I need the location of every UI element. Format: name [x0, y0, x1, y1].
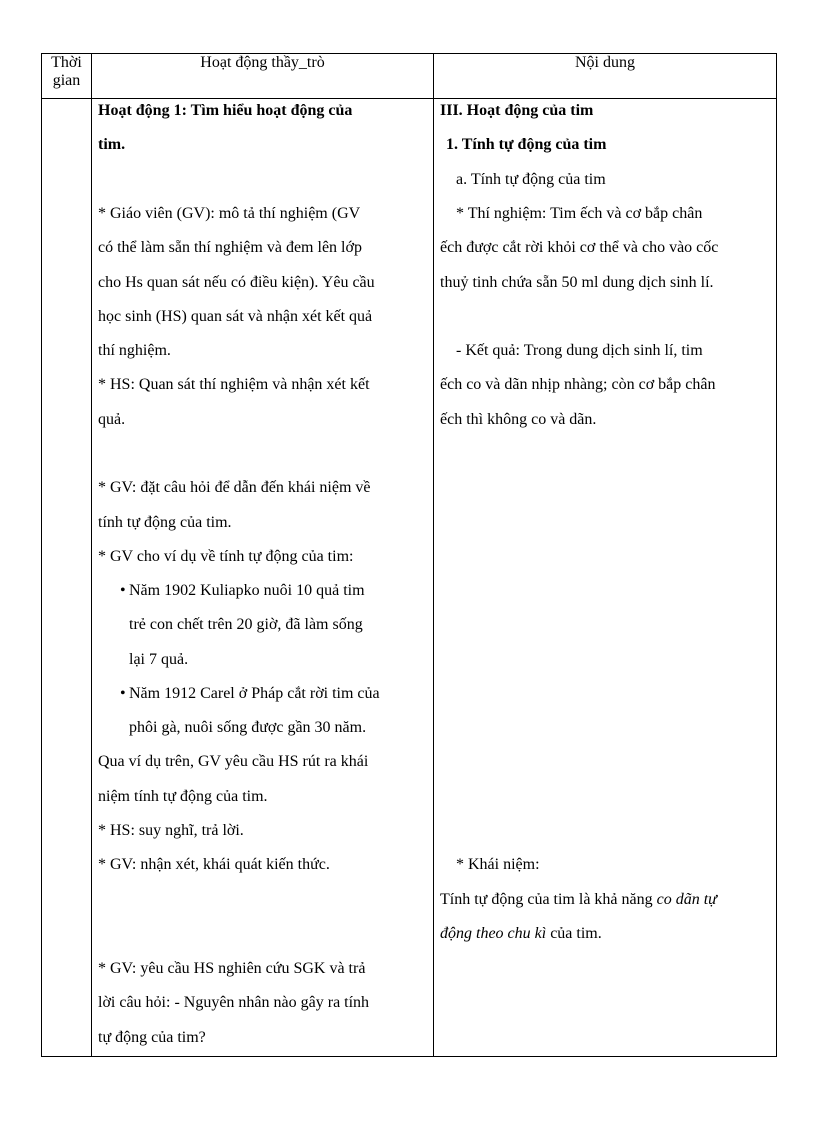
- activity-p2-line1: * HS: Quan sát thí nghiệm và nhận xét kết: [98, 376, 370, 393]
- bullet-2-line1: Năm 1912 Carel ở Pháp cắt rời tim của: [129, 685, 380, 702]
- concept-italic-2: động theo chu kì: [440, 925, 547, 942]
- activity-p5-line2: niệm tính tự động của tim.: [98, 788, 268, 805]
- activity-p4: * GV cho ví dụ về tính tự động của tim:: [98, 548, 354, 565]
- activity-p5-line1: Qua ví dụ trên, GV yêu cầu HS rút ra khái: [98, 753, 369, 770]
- concept-text-2: của tim.: [546, 925, 602, 942]
- concept-text-1: Tính tự động của tim là khả năng: [440, 891, 657, 908]
- bullet-1-marker: •: [120, 582, 126, 599]
- header-activity: Hoạt động thầy_trò: [92, 54, 434, 99]
- activity-p1-line5: thí nghiệm.: [98, 342, 171, 359]
- activity-p1-line4: học sinh (HS) quan sát và nhận xét kết quả: [98, 308, 373, 325]
- activity-p1-line3: cho Hs quan sát nếu có điều kiện). Yêu cầu: [98, 274, 375, 291]
- activity-title-line2: tim.: [98, 136, 126, 153]
- lesson-plan-table: [41, 53, 777, 1057]
- bullet-2-marker: •: [120, 685, 126, 702]
- activity-p8-line1: * GV: yêu cầu HS nghiên cứu SGK và trả: [98, 960, 366, 977]
- header-content: Nội dung: [434, 54, 777, 99]
- content-exp-line1: * Thí nghiệm: Tim ếch và cơ bắp chân: [456, 205, 703, 222]
- content-result-line3: ếch thì không co và dãn.: [440, 411, 597, 428]
- activity-p1-line2: có thể làm sẵn thí nghiệm và đem lên lớp: [98, 239, 362, 256]
- header-time-line1: Thời: [51, 54, 82, 71]
- header-row: [42, 54, 777, 99]
- bullet-1-line3: lại 7 quả.: [129, 651, 189, 668]
- time-cell: [42, 99, 92, 1057]
- content-exp-line2: ếch được cắt rời khỏi cơ thể và cho vào cốc: [440, 239, 719, 256]
- content-cell: [434, 99, 777, 1057]
- bullet-2-line2: phôi gà, nuôi sống được gần 30 năm.: [129, 719, 367, 736]
- bullet-1-line1: Năm 1902 Kuliapko nuôi 10 quả tim: [129, 582, 365, 599]
- activity-p7: * GV: nhận xét, khái quát kiến thức.: [98, 856, 330, 873]
- concept-italic-1: co dãn tự: [656, 891, 717, 908]
- content-result-line1: - Kết quả: Trong dung dịch sinh lí, tim: [456, 342, 703, 359]
- content-subheading-a: a. Tính tự động của tim: [456, 171, 606, 188]
- content-result-line2: ếch co và dãn nhịp nhàng; còn cơ bắp chân: [440, 376, 716, 393]
- content-concept-label: * Khái niệm:: [456, 856, 540, 873]
- content-subsection-title: 1. Tính tự động của tim: [446, 136, 607, 153]
- activity-p3-line1: * GV: đặt câu hỏi để dẫn đến khái niệm về: [98, 479, 371, 496]
- activity-title-line1: Hoạt động 1: Tìm hiểu hoạt động của: [98, 102, 353, 119]
- activity-p8-line2: lời câu hỏi: - Nguyên nhân nào gây ra tính: [98, 994, 370, 1011]
- activity-p2-line2: quả.: [98, 411, 126, 428]
- content-concept-line1: [440, 890, 776, 910]
- content-concept-line2: [440, 924, 776, 944]
- activity-p3-line2: tính tự động của tim.: [98, 514, 232, 531]
- bullet-1-line2: trẻ con chết trên 20 giờ, đã làm sống: [129, 616, 363, 633]
- content-section-title: III. Hoạt động của tim: [440, 102, 594, 119]
- header-time-line2: gian: [52, 72, 81, 89]
- activity-p8-line3: tự động của tim?: [98, 1029, 206, 1046]
- body-row: [42, 99, 777, 1057]
- activity-cell: [92, 99, 434, 1057]
- content-exp-line3: thuỷ tinh chứa sẵn 50 ml dung dịch sinh lí.: [440, 274, 714, 291]
- activity-p6: * HS: suy nghĩ, trả lời.: [98, 822, 244, 839]
- activity-p1-line1: * Giáo viên (GV): mô tả thí nghiệm (GV: [98, 205, 361, 222]
- header-time: [42, 54, 92, 99]
